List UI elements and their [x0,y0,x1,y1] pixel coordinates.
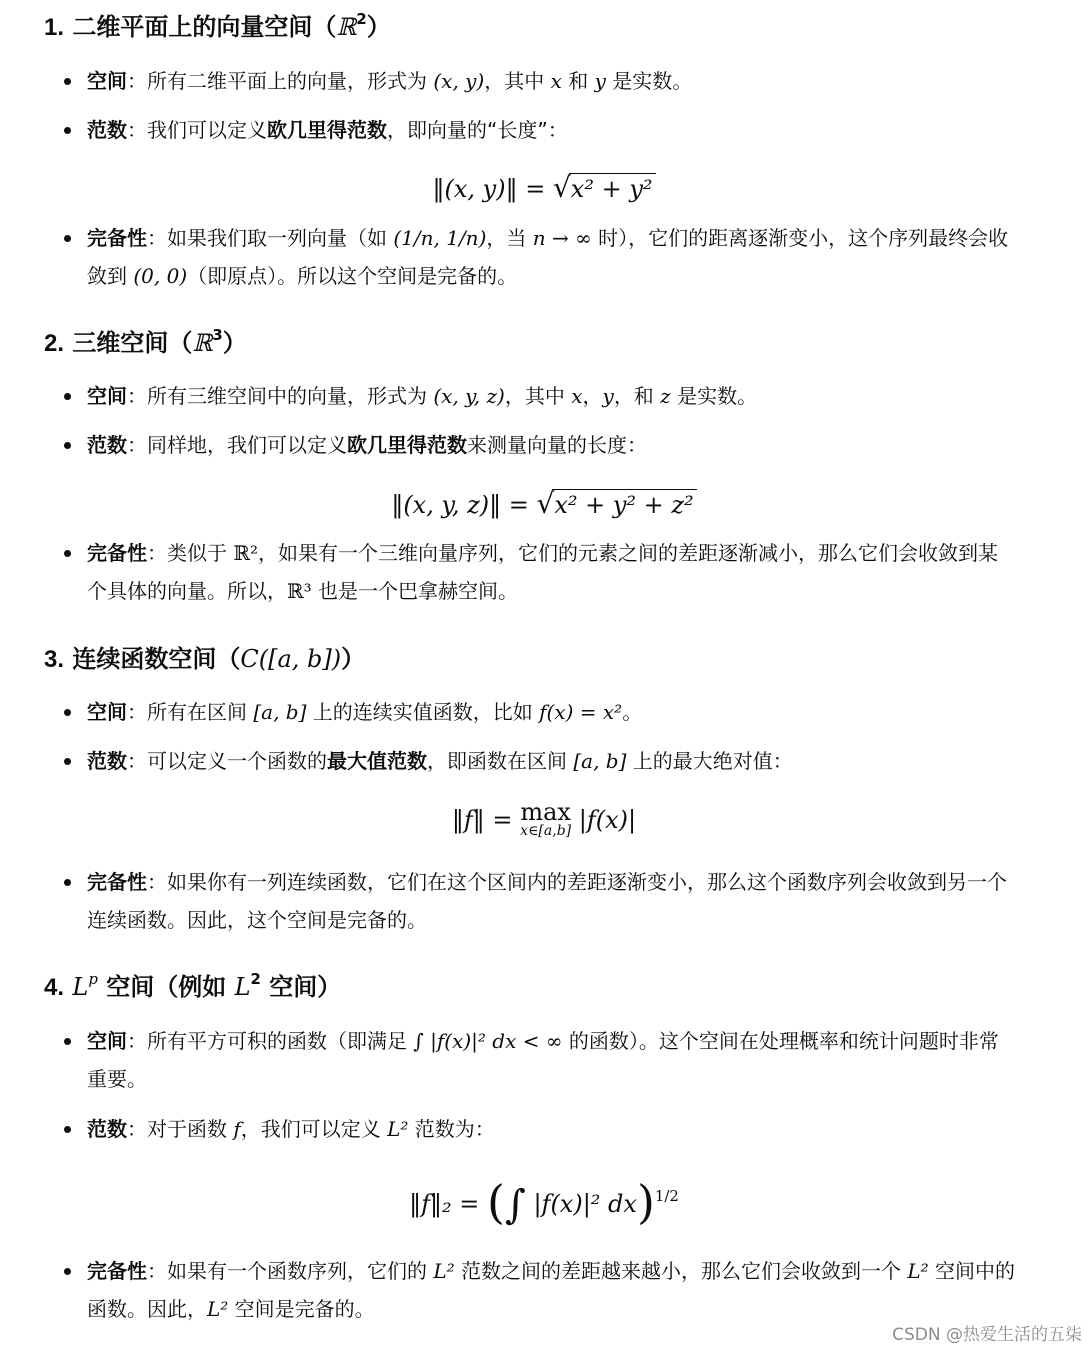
list-item-space: 空间：所有在区间 [a, b] 上的连续实值函数，比如 f(x) = x²。 [87,693,1017,731]
formula-max-norm: ‖f‖ = max x∈[a,b] |f(x)| [451,798,637,839]
list-item-completeness: 完备性：如果你有一列连续函数，它们在这个区间内的差距逐渐变小，那么这个函数序列会收敛到另一个连续函数。因此，这个空间是完备的。 [87,863,1017,939]
formula-l2-norm: ‖f‖₂ = (∫ |f(x)|² dx)$^{1/2}$ [409,1175,679,1229]
list-item-space: 空间：所有二维平面上的向量，形式为 (x, y)，其中 x 和 y 是实数。 [87,62,1017,100]
list-item-norm: 范数：对于函数 f，我们可以定义 L² 范数为： [87,1110,1017,1148]
section-heading: 3. 连续函数空间（C([a, b])） [44,645,366,673]
list-item-space: 空间：所有三维空间中的向量，形式为 (x, y, z)，其中 x，y，和 z 是实数。 [87,377,1017,415]
list-item-space: 空间：所有平方可积的函数（即满足 ∫ |f(x)|² dx < ∞ 的函数）。这个空间在处理概率和统计问题时非常重要。 [87,1022,1017,1098]
section-heading: 1. 二维平面上的向量空间（ℝ$^2$） [44,9,391,41]
list-item-completeness: 完备性：如果我们取一列向量（如 (1/n, 1/n)，当 n → ∞ 时），它们的距离逐渐变小，这个序列最终会收敛到 (0, 0)（即原点）。所以这个空间是完备的。 [87,219,1017,295]
list-item-norm: 范数：可以定义一个函数的最大值范数，即函数在区间 [a, b] 上的最大绝对值： [87,742,1017,780]
list-item-norm: 范数：我们可以定义欧几里得范数，即向量的“长度”： [87,111,1017,149]
section-heading: 4. $L^p$ 空间（例如 $L^2$ 空间） [44,969,342,1001]
list-item-norm: 范数：同样地，我们可以定义欧几里得范数来测量向量的长度： [87,426,1017,464]
list-item-completeness: 完备性：类似于 ℝ²，如果有一个三维向量序列，它们的元素之间的差距逐渐减小，那么它们会收敛到某个具体的向量。所以，ℝ³ 也是一个巴拿赫空间。 [87,534,1017,610]
list-item-completeness: 完备性：如果有一个函数序列，它们的 L² 范数之间的差距越来越小，那么它们会收敛到一个 L² 空间中的函数。因此，L² 空间是完备的。 [87,1252,1017,1328]
formula-euclidean-norm-3d: ‖(x, y, z)‖ = √x² + y² + z² [0,484,1088,525]
section-heading: 2. 三维空间（ℝ$^3$） [44,325,247,357]
formula-euclidean-norm-2d: ‖(x, y)‖ = √x² + y² [0,168,1088,209]
watermark: CSDN @热爱生活的五柒 [892,1325,1082,1345]
